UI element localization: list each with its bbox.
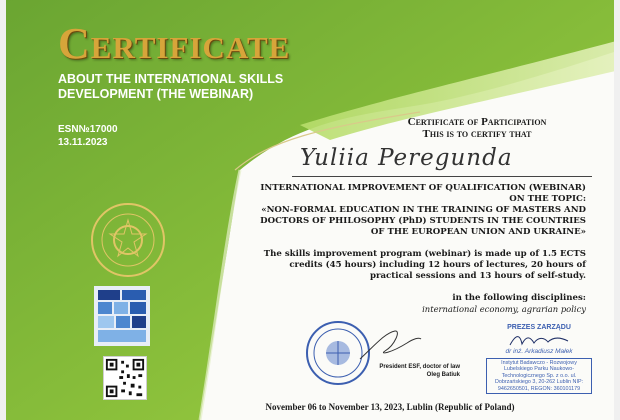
qualification-text: INTERNATIONAL IMPROVEMENT OF QUALIFICATION (WEBINAR) ON THE TOPIC: (260, 183, 586, 204)
qr-code-icon (103, 356, 147, 400)
participant-name: Yuliia Peregunda (300, 145, 513, 171)
certificate-title: Certificate (58, 19, 291, 68)
certificate-subtitle: ABOUT THE INTERNATIONAL SKILLS DEVELOPMENT (THE WEBINAR) (58, 72, 284, 101)
program-text: The skills improvement program (webinar) is made up of 1.5 ECTS credits (45 hours) including 12 hours of lectures, 20 hours of practical sessions and 13 hours of self-study. (263, 249, 586, 281)
prezes-signature-icon (504, 332, 574, 348)
president-title: President ESF, doctor of law (379, 364, 460, 370)
disciplines-text: international economy, agrarian policy (422, 304, 586, 314)
certificate-number: ESN№17000 (58, 124, 118, 135)
president-signature-icon (355, 325, 425, 365)
institute-stamp (486, 324, 592, 394)
institute-address: Instytut Badawczo - Rozwojowy Lubelskiego Parku Naukowo-Technologicznego Sp. z o.o. ul. Dobrzańskiego 3, 20-262 Lublin NIP: 9462650501, REGON: 360101179 (486, 358, 592, 394)
president-signatory (322, 363, 460, 379)
topic-text: «NON-FORMAL EDUCATION IN THE TRAINING OF MASTERS AND DOCTORS OF PHILOSOPHY (PhD) STUDENTS IN THE COUNTRIES OF THE EUROPEAN UNION AND UKRAINE» (260, 205, 586, 237)
certificate-date: 13.11.2023 (58, 137, 108, 148)
disciplines-intro: in the following disciplines: (452, 293, 586, 303)
prezes-label: PREZES ZARZĄDU (507, 324, 571, 331)
participation-heading: Certificate of Participation (407, 116, 547, 128)
foundation-emblem-icon (88, 200, 168, 280)
prezes-name: dr inż. Arkadiusz Małek (505, 348, 573, 355)
certify-heading: This is to certify that (422, 128, 532, 140)
name-underline (292, 176, 592, 177)
footer-dates-place: November 06 to November 13, 2023, Lublin (Republic of Poland) (265, 402, 515, 412)
president-name: Oleg Batiuk (426, 372, 460, 378)
ibr-logo-icon (94, 286, 150, 346)
